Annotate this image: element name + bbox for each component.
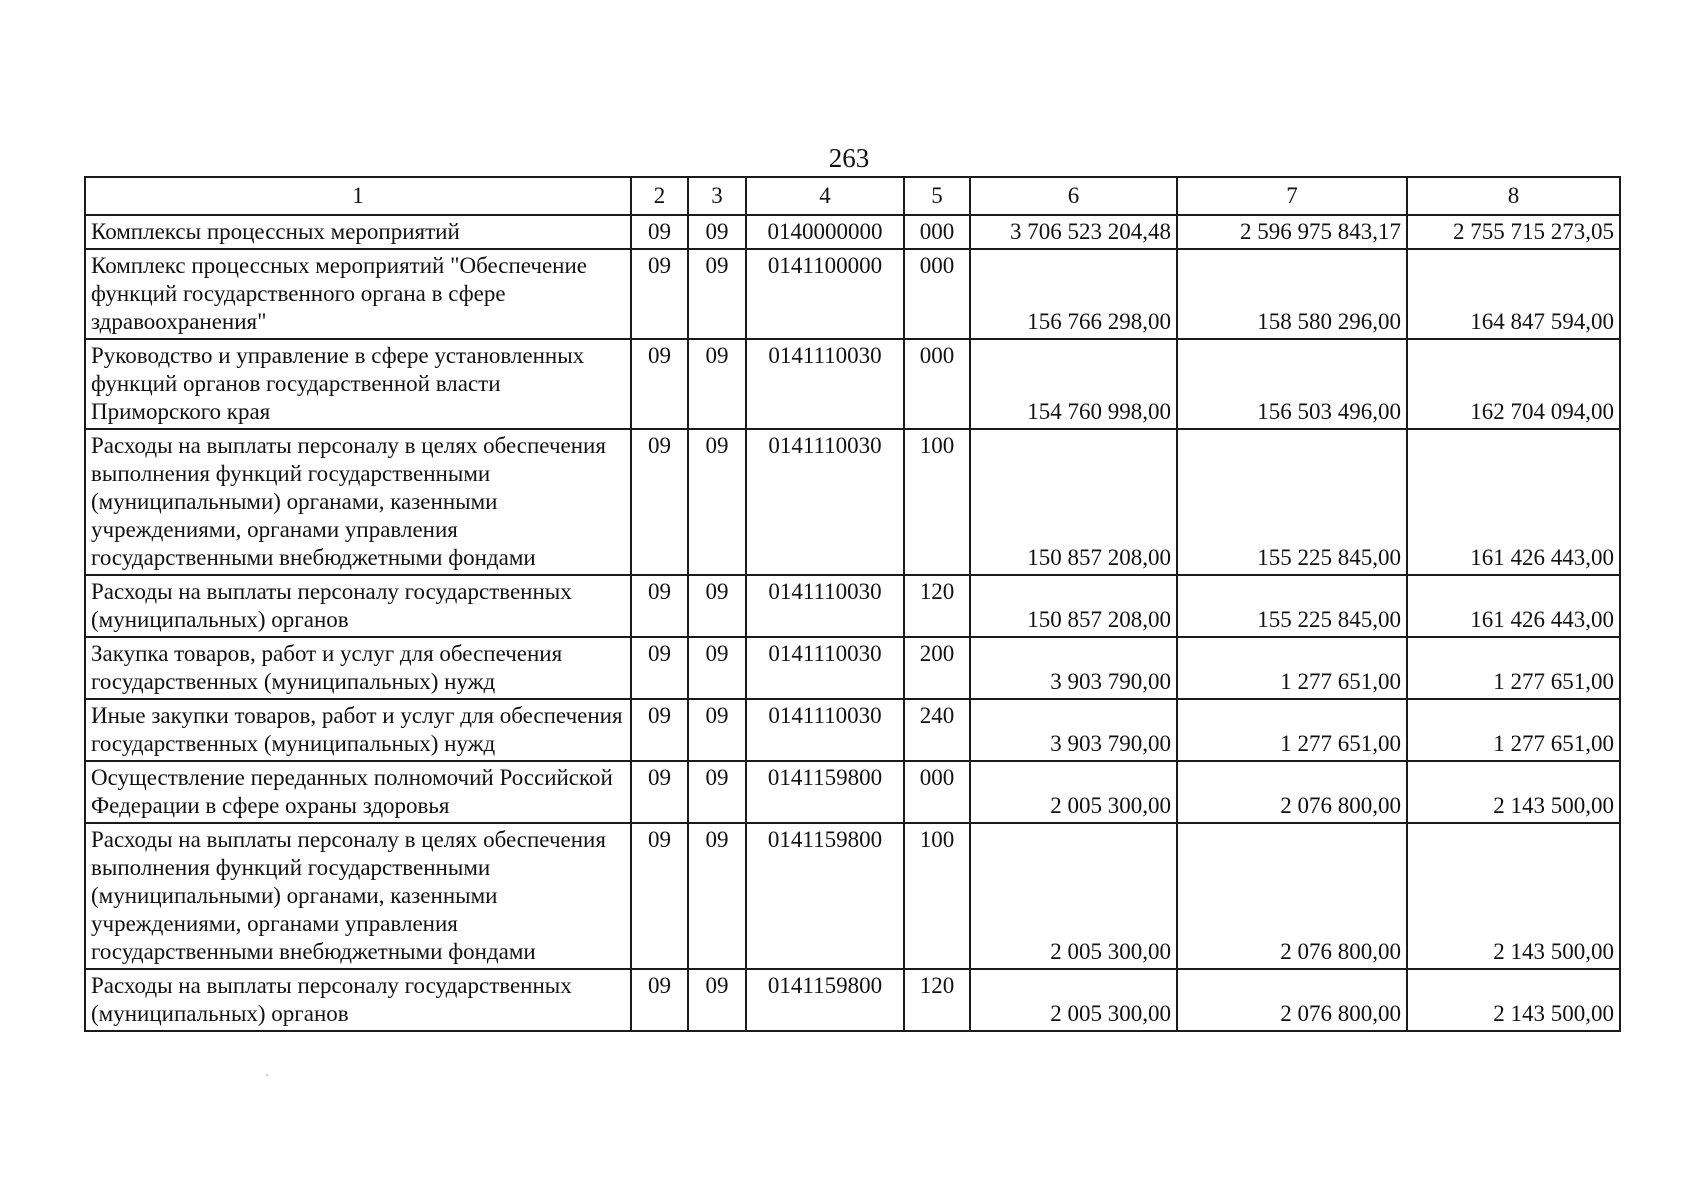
- amount-col7-cell: 2 076 800,00: [1177, 823, 1407, 969]
- target-article-cell: 0140000000: [746, 215, 904, 249]
- amount-col8-cell: 161 426 443,00: [1407, 429, 1620, 575]
- target-article-cell: 0141110030: [746, 429, 904, 575]
- table-row: [85, 339, 1620, 429]
- amount-col8-cell: 2 143 500,00: [1407, 823, 1620, 969]
- table-row: [85, 429, 1620, 575]
- table-header-row: [85, 177, 1620, 215]
- amount-col8-cell: 1 277 651,00: [1407, 699, 1620, 761]
- subsection-code-cell: 09: [688, 761, 746, 823]
- expense-type-cell: 100: [904, 823, 970, 969]
- column-header: 4: [746, 177, 904, 215]
- budget-table: [84, 176, 1621, 1032]
- column-header: 5: [904, 177, 970, 215]
- target-article-cell: 0141110030: [746, 699, 904, 761]
- subsection-code-cell: 09: [688, 699, 746, 761]
- expense-name-cell: Закупка товаров, работ и услуг для обеспечения государственных (муниципальных) нужд: [85, 637, 631, 699]
- amount-col7-cell: 158 580 296,00: [1177, 249, 1407, 339]
- scan-speck: [266, 1074, 268, 1076]
- amount-col8-cell: 1 277 651,00: [1407, 637, 1620, 699]
- expense-name-cell: Комплексы процессных мероприятий: [85, 215, 631, 249]
- section-code-cell: 09: [631, 969, 688, 1031]
- amount-col7-cell: 1 277 651,00: [1177, 699, 1407, 761]
- target-article-cell: 0141159800: [746, 969, 904, 1031]
- amount-col8-cell: 162 704 094,00: [1407, 339, 1620, 429]
- expense-type-cell: 120: [904, 969, 970, 1031]
- subsection-code-cell: 09: [688, 575, 746, 637]
- amount-col8-cell: 161 426 443,00: [1407, 575, 1620, 637]
- amount-col8-cell: 2 143 500,00: [1407, 761, 1620, 823]
- amount-col7-cell: 2 076 800,00: [1177, 761, 1407, 823]
- amount-col6-cell: 150 857 208,00: [970, 429, 1177, 575]
- column-header: 7: [1177, 177, 1407, 215]
- amount-col8-cell: 2 755 715 273,05: [1407, 215, 1620, 249]
- expense-type-cell: 000: [904, 249, 970, 339]
- amount-col7-cell: 155 225 845,00: [1177, 429, 1407, 575]
- column-header: 2: [631, 177, 688, 215]
- table-row: [85, 823, 1620, 969]
- expense-type-cell: 000: [904, 339, 970, 429]
- expense-name-cell: Расходы на выплаты персоналу в целях обеспечения выполнения функций государственными (муниципальными) органами, казенными учреждениями, органами управления государственными внебюджетными фондами: [85, 823, 631, 969]
- target-article-cell: 0141100000: [746, 249, 904, 339]
- section-code-cell: 09: [631, 823, 688, 969]
- section-code-cell: 09: [631, 215, 688, 249]
- amount-col7-cell: 2 076 800,00: [1177, 969, 1407, 1031]
- section-code-cell: 09: [631, 339, 688, 429]
- subsection-code-cell: 09: [688, 249, 746, 339]
- subsection-code-cell: 09: [688, 215, 746, 249]
- expense-name-cell: Расходы на выплаты персоналу в целях обеспечения выполнения функций государственными (муниципальными) органами, казенными учреждениями, органами управления государственными внебюджетными фондами: [85, 429, 631, 575]
- amount-col6-cell: 2 005 300,00: [970, 969, 1177, 1031]
- amount-col7-cell: 155 225 845,00: [1177, 575, 1407, 637]
- page-number: 263: [828, 143, 870, 173]
- section-code-cell: 09: [631, 575, 688, 637]
- amount-col7-cell: 2 596 975 843,17: [1177, 215, 1407, 249]
- amount-col6-cell: 3 903 790,00: [970, 699, 1177, 761]
- section-code-cell: 09: [631, 637, 688, 699]
- table-row: [85, 761, 1620, 823]
- subsection-code-cell: 09: [688, 637, 746, 699]
- amount-col8-cell: 2 143 500,00: [1407, 969, 1620, 1031]
- expense-type-cell: 200: [904, 637, 970, 699]
- section-code-cell: 09: [631, 699, 688, 761]
- expense-name-cell: Расходы на выплаты персоналу государственных (муниципальных) органов: [85, 575, 631, 637]
- expense-name-cell: Осуществление переданных полномочий Российской Федерации в сфере охраны здоровья: [85, 761, 631, 823]
- column-header: 1: [85, 177, 631, 215]
- expense-name-cell: Руководство и управление в сфере установленных функций органов государственной власти Приморского края: [85, 339, 631, 429]
- table-row: [85, 699, 1620, 761]
- subsection-code-cell: 09: [688, 429, 746, 575]
- section-code-cell: 09: [631, 429, 688, 575]
- table-row: [85, 215, 1620, 249]
- expense-name-cell: Расходы на выплаты персоналу государственных (муниципальных) органов: [85, 969, 631, 1031]
- amount-col7-cell: 1 277 651,00: [1177, 637, 1407, 699]
- amount-col6-cell: 2 005 300,00: [970, 823, 1177, 969]
- expense-type-cell: 000: [904, 761, 970, 823]
- amount-col6-cell: 2 005 300,00: [970, 761, 1177, 823]
- target-article-cell: 0141159800: [746, 761, 904, 823]
- table-row: [85, 249, 1620, 339]
- expense-name-cell: Иные закупки товаров, работ и услуг для обеспечения государственных (муниципальных) нужд: [85, 699, 631, 761]
- column-header: 8: [1407, 177, 1620, 215]
- table-row: [85, 969, 1620, 1031]
- subsection-code-cell: 09: [688, 823, 746, 969]
- amount-col7-cell: 156 503 496,00: [1177, 339, 1407, 429]
- expense-name-cell: Комплекс процессных мероприятий "Обеспечение функций государственного органа в сфере здравоохранения": [85, 249, 631, 339]
- expense-type-cell: 240: [904, 699, 970, 761]
- amount-col6-cell: 3 706 523 204,48: [970, 215, 1177, 249]
- expense-type-cell: 120: [904, 575, 970, 637]
- section-code-cell: 09: [631, 761, 688, 823]
- table-row: [85, 637, 1620, 699]
- expense-type-cell: 000: [904, 215, 970, 249]
- subsection-code-cell: 09: [688, 969, 746, 1031]
- amount-col6-cell: 150 857 208,00: [970, 575, 1177, 637]
- amount-col6-cell: 3 903 790,00: [970, 637, 1177, 699]
- target-article-cell: 0141110030: [746, 637, 904, 699]
- target-article-cell: 0141110030: [746, 575, 904, 637]
- column-header: 6: [970, 177, 1177, 215]
- target-article-cell: 0141159800: [746, 823, 904, 969]
- target-article-cell: 0141110030: [746, 339, 904, 429]
- amount-col6-cell: 156 766 298,00: [970, 249, 1177, 339]
- amount-col8-cell: 164 847 594,00: [1407, 249, 1620, 339]
- amount-col6-cell: 154 760 998,00: [970, 339, 1177, 429]
- table-row: [85, 575, 1620, 637]
- expense-type-cell: 100: [904, 429, 970, 575]
- section-code-cell: 09: [631, 249, 688, 339]
- column-header: 3: [688, 177, 746, 215]
- subsection-code-cell: 09: [688, 339, 746, 429]
